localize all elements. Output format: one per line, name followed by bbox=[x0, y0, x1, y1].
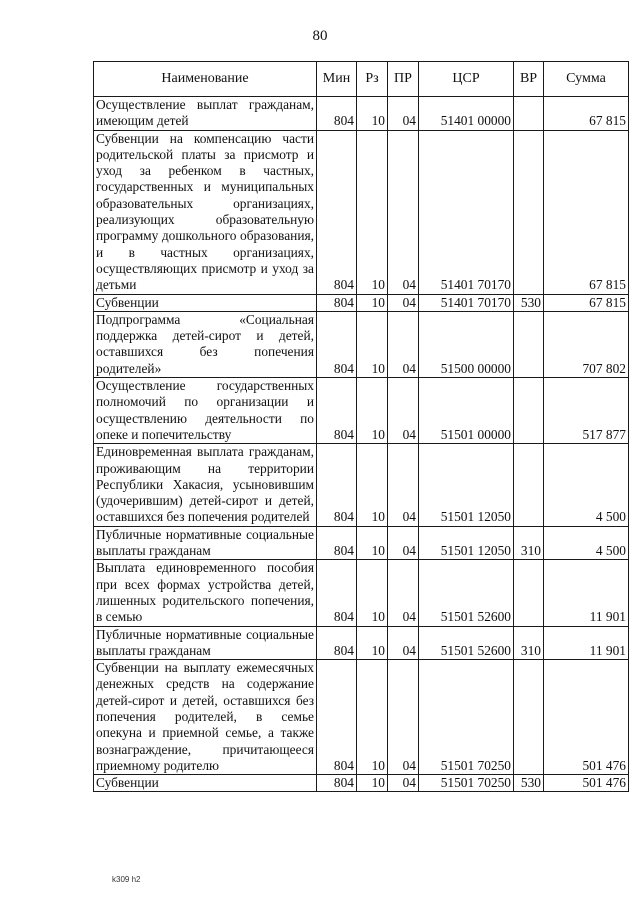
cell-rz: 10 bbox=[357, 130, 388, 294]
header-vr: ВР bbox=[514, 62, 544, 97]
cell-min: 804 bbox=[317, 560, 357, 626]
cell-pr: 04 bbox=[388, 444, 419, 526]
header-name: Наименование bbox=[94, 62, 317, 97]
table-row bbox=[94, 560, 629, 626]
cell-sum: 4 500 bbox=[544, 526, 629, 560]
cell-pr: 04 bbox=[388, 626, 419, 660]
table-row bbox=[94, 660, 629, 775]
table-row bbox=[94, 97, 629, 131]
cell-vr: 530 bbox=[514, 294, 544, 311]
cell-csr: 51401 70170 bbox=[419, 130, 514, 294]
cell-rz: 10 bbox=[357, 444, 388, 526]
cell-rz: 10 bbox=[357, 626, 388, 660]
cell-csr: 51500 00000 bbox=[419, 311, 514, 377]
cell-csr: 51501 12050 bbox=[419, 444, 514, 526]
cell-rz: 10 bbox=[357, 97, 388, 131]
cell-sum: 4 500 bbox=[544, 444, 629, 526]
cell-sum: 501 476 bbox=[544, 660, 629, 775]
cell-min: 804 bbox=[317, 626, 357, 660]
table-row bbox=[94, 130, 629, 294]
cell-rz: 10 bbox=[357, 311, 388, 377]
table-header-row bbox=[94, 62, 629, 97]
header-pr: ПР bbox=[388, 62, 419, 97]
cell-csr: 51501 52600 bbox=[419, 560, 514, 626]
cell-vr bbox=[514, 660, 544, 775]
cell-csr: 51401 00000 bbox=[419, 97, 514, 131]
cell-name: Публичные нормативные социальные выплаты гражданам bbox=[94, 626, 317, 660]
table-row bbox=[94, 294, 629, 311]
cell-pr: 04 bbox=[388, 311, 419, 377]
cell-csr: 51401 70170 bbox=[419, 294, 514, 311]
table-row bbox=[94, 444, 629, 526]
table-row bbox=[94, 626, 629, 660]
cell-min: 804 bbox=[317, 526, 357, 560]
cell-name: Выплата единовременного пособия при всех формах устройства детей, лишенных родительского попечения, в семью bbox=[94, 560, 317, 626]
cell-rz: 10 bbox=[357, 775, 388, 792]
cell-min: 804 bbox=[317, 444, 357, 526]
cell-min: 804 bbox=[317, 311, 357, 377]
cell-sum: 67 815 bbox=[544, 97, 629, 131]
cell-csr: 51501 52600 bbox=[419, 626, 514, 660]
cell-name: Публичные нормативные социальные выплаты гражданам bbox=[94, 526, 317, 560]
cell-rz: 10 bbox=[357, 378, 388, 444]
cell-sum: 501 476 bbox=[544, 775, 629, 792]
cell-sum: 517 877 bbox=[544, 378, 629, 444]
cell-name: Подпрограмма «Социальная поддержка детей-сирот и детей, оставшихся без попечения родителей» bbox=[94, 311, 317, 377]
cell-rz: 10 bbox=[357, 660, 388, 775]
cell-name: Субвенции на выплату ежемесячных денежных средств на содержание детей-сирот и детей, оставшихся без попечения родителей, в семье опекуна и приемной семье, а также вознаграждение, причитающееся приемному родителю bbox=[94, 660, 317, 775]
cell-pr: 04 bbox=[388, 660, 419, 775]
cell-pr: 04 bbox=[388, 130, 419, 294]
cell-vr: 310 bbox=[514, 626, 544, 660]
table-row bbox=[94, 526, 629, 560]
cell-min: 804 bbox=[317, 130, 357, 294]
header-min: Мин bbox=[317, 62, 357, 97]
cell-vr bbox=[514, 444, 544, 526]
cell-sum: 707 802 bbox=[544, 311, 629, 377]
cell-sum: 67 815 bbox=[544, 130, 629, 294]
cell-pr: 04 bbox=[388, 775, 419, 792]
cell-sum: 67 815 bbox=[544, 294, 629, 311]
table-row bbox=[94, 378, 629, 444]
cell-vr bbox=[514, 97, 544, 131]
cell-csr: 51501 12050 bbox=[419, 526, 514, 560]
budget-table bbox=[93, 61, 629, 792]
cell-csr: 51501 70250 bbox=[419, 775, 514, 792]
cell-min: 804 bbox=[317, 97, 357, 131]
cell-vr: 310 bbox=[514, 526, 544, 560]
cell-csr: 51501 70250 bbox=[419, 660, 514, 775]
page-number: 80 bbox=[312, 28, 328, 44]
cell-name: Осуществление государственных полномочий по организации и осуществлению деятельности по опеке и попечительству bbox=[94, 378, 317, 444]
cell-name: Субвенции bbox=[94, 294, 317, 311]
table-row bbox=[94, 311, 629, 377]
cell-csr: 51501 00000 bbox=[419, 378, 514, 444]
footer-code: k309 h2 bbox=[112, 875, 141, 884]
cell-rz: 10 bbox=[357, 294, 388, 311]
cell-vr: 530 bbox=[514, 775, 544, 792]
cell-min: 804 bbox=[317, 775, 357, 792]
cell-vr bbox=[514, 378, 544, 444]
cell-pr: 04 bbox=[388, 97, 419, 131]
cell-pr: 04 bbox=[388, 378, 419, 444]
cell-min: 804 bbox=[317, 660, 357, 775]
cell-vr bbox=[514, 130, 544, 294]
cell-min: 804 bbox=[317, 378, 357, 444]
cell-name: Осуществление выплат гражданам, имеющим детей bbox=[94, 97, 317, 131]
cell-name: Субвенции на компенсацию части родительской платы за присмотр и уход за ребенком в частных, государственных и муниципальных образовательных организациях, реализующих образовательную программу дошкольного образования, и в частных организациях, осуществляющих присмотр и уход за детьми bbox=[94, 130, 317, 294]
table-row bbox=[94, 775, 629, 792]
header-rz: Рз bbox=[357, 62, 388, 97]
header-sum: Сумма bbox=[544, 62, 629, 97]
cell-name: Единовременная выплата гражданам, проживающим на территории Республики Хакасия, усыновившим (удочерившим) детей-сирот и детей, оставшихся без попечения родителей bbox=[94, 444, 317, 526]
cell-pr: 04 bbox=[388, 560, 419, 626]
cell-rz: 10 bbox=[357, 560, 388, 626]
cell-name: Субвенции bbox=[94, 775, 317, 792]
cell-sum: 11 901 bbox=[544, 626, 629, 660]
header-csr: ЦСР bbox=[419, 62, 514, 97]
cell-rz: 10 bbox=[357, 526, 388, 560]
cell-vr bbox=[514, 311, 544, 377]
cell-min: 804 bbox=[317, 294, 357, 311]
cell-sum: 11 901 bbox=[544, 560, 629, 626]
cell-vr bbox=[514, 560, 544, 626]
cell-pr: 04 bbox=[388, 294, 419, 311]
cell-pr: 04 bbox=[388, 526, 419, 560]
